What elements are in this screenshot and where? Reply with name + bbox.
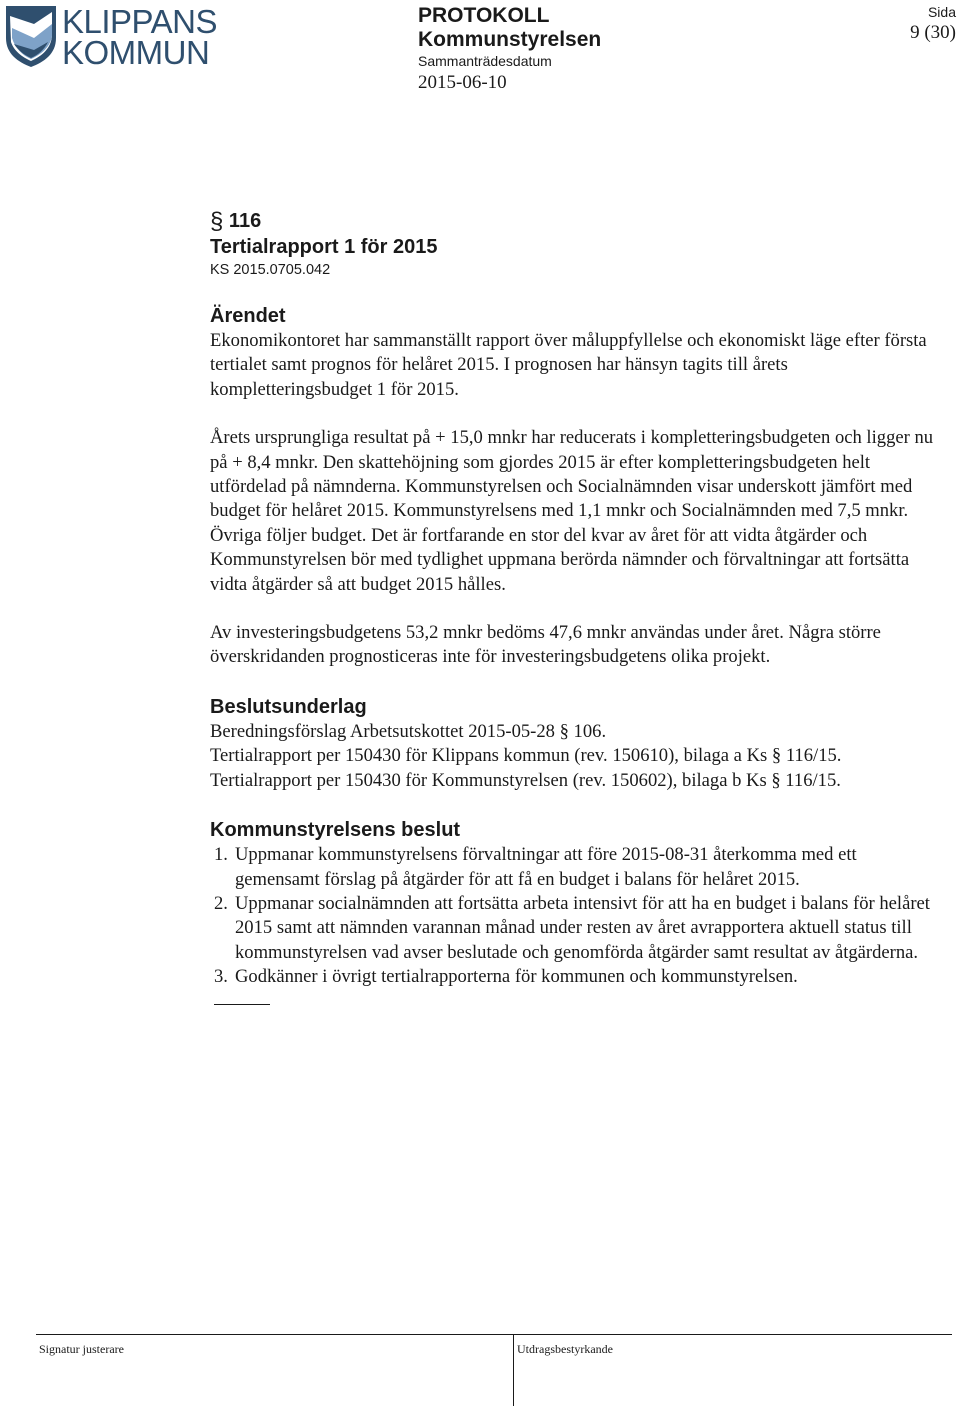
arendet-paragraph-3: Av investeringsbudgetens 53,2 mnkr bedöms 47,6 mnkr användas under året. Några större överskridanden prognosticeras inte för investeringsbudgetens olika projekt. [210, 622, 881, 668]
end-rule [214, 1004, 270, 1005]
municipality-logo [4, 4, 216, 70]
signature-footer [36, 1334, 952, 1406]
logo-line-2: KOMMUN [62, 34, 210, 71]
logo-line-1: KLIPPANS [62, 3, 217, 40]
section-heading-beslutsunderlag: Beslutsunderlag [210, 695, 367, 718]
arendet-paragraph-1: Ekonomikontoret har sammanställt rapport över måluppfyllelse och ekonomiskt läge efter första tertialet samt prognos för helåret 2015. I prognosen har hänsyn tagits till årets kompletteringsbudget 1 för 2015. [210, 330, 927, 400]
arendet-paragraph-2: Årets ursprungliga resultat på + 15,0 mnkr har reducerats i kompletteringsbudgeten och ligger nu på + 8,4 mnkr. Den skattehöjning som gjordes 2015 är efter kompletteringsbudgeten helt utfördelad på nämnderna. Kommunstyrelsen och Socialnämnden visar underskott jämfört med budget för helåret 2015. Kommunstyrelsens med 1,1 mnkr och Socialnämnden med 7,5 mnkr. Övriga följer budget. Det är fortfarande en stor del kvar av året för att vidta åtgärder och Kommunstyrelsen bör med tydlighet uppmana berörda nämnder och förvaltningar att fortsätta vidta åtgärder så att budget 2015 hålles. [210, 427, 934, 595]
section-heading-beslut: Kommunstyrelsens beslut [210, 819, 461, 842]
decision-text: Uppmanar socialnämnden att fortsätta arbeta intensivt för att ha en budget i balans för helåret 2015 samt att nämnden varannan månad under resten av året avrapportera aktuell status till kommunstyrelsen vad avser beslutade och genomförda åtgärder samt resultat av åtgärderna. [235, 892, 930, 963]
decision-number: 3. [214, 966, 228, 988]
extract-certification-label: Utdragsbestyrkande [517, 1342, 613, 1356]
footer-column-divider [513, 1334, 514, 1406]
decision-text: Uppmanar kommunstyrelsens förvaltningar att före 2015-08-31 återkomma med ett gemensamt förslag på åtgärder för att få en budget i balans för helåret 2015. [235, 844, 857, 890]
decision-text: Godkänner i övrigt tertialrapporterna för kommunen och kommunstyrelsen. [235, 966, 798, 988]
document-header [418, 4, 601, 95]
page-label: Sida [927, 4, 956, 20]
signature-label: Signatur justerare [39, 1342, 124, 1356]
case-title: Tertialrapport 1 för 2015 [210, 236, 438, 258]
decision-number: 2. [214, 892, 228, 914]
case-reference: KS 2015.0705.042 [210, 262, 331, 278]
document-type: PROTOKOLL [418, 4, 550, 27]
decision-item [210, 892, 945, 965]
logo-wordmark [62, 3, 217, 71]
paragraph-number [210, 208, 945, 235]
beslutsunderlag-item: Tertialrapport per 150430 för Klippans kommun (rev. 150610), bilaga a Ks § 116/15. [210, 745, 842, 767]
decision-item [210, 965, 945, 989]
protocol-body [210, 208, 945, 1005]
section-symbol: § [210, 208, 224, 235]
page-number: 9 (30) [910, 22, 956, 43]
beslutsunderlag-item: Beredningsförslag Arbetsutskottet 2015-05-28 § 106. [210, 720, 607, 742]
coat-of-arms-icon [4, 4, 58, 68]
decision-number: 1. [214, 844, 228, 866]
decision-item [210, 843, 945, 892]
beslutsunderlag-item: Tertialrapport per 150430 för Kommunstyrelsen (rev. 150602), bilaga b Ks § 116/15. [210, 769, 841, 791]
page-number-block [910, 4, 956, 46]
paragraph-number-value: 116 [228, 210, 262, 232]
organization-name: Kommunstyrelsen [418, 28, 602, 51]
meeting-date: 2015-06-10 [418, 72, 507, 93]
section-heading-arendet: Ärendet [210, 305, 286, 327]
footer-divider [36, 1334, 952, 1335]
decision-list [210, 843, 945, 989]
meeting-date-label: Sammanträdesdatum [418, 53, 552, 69]
